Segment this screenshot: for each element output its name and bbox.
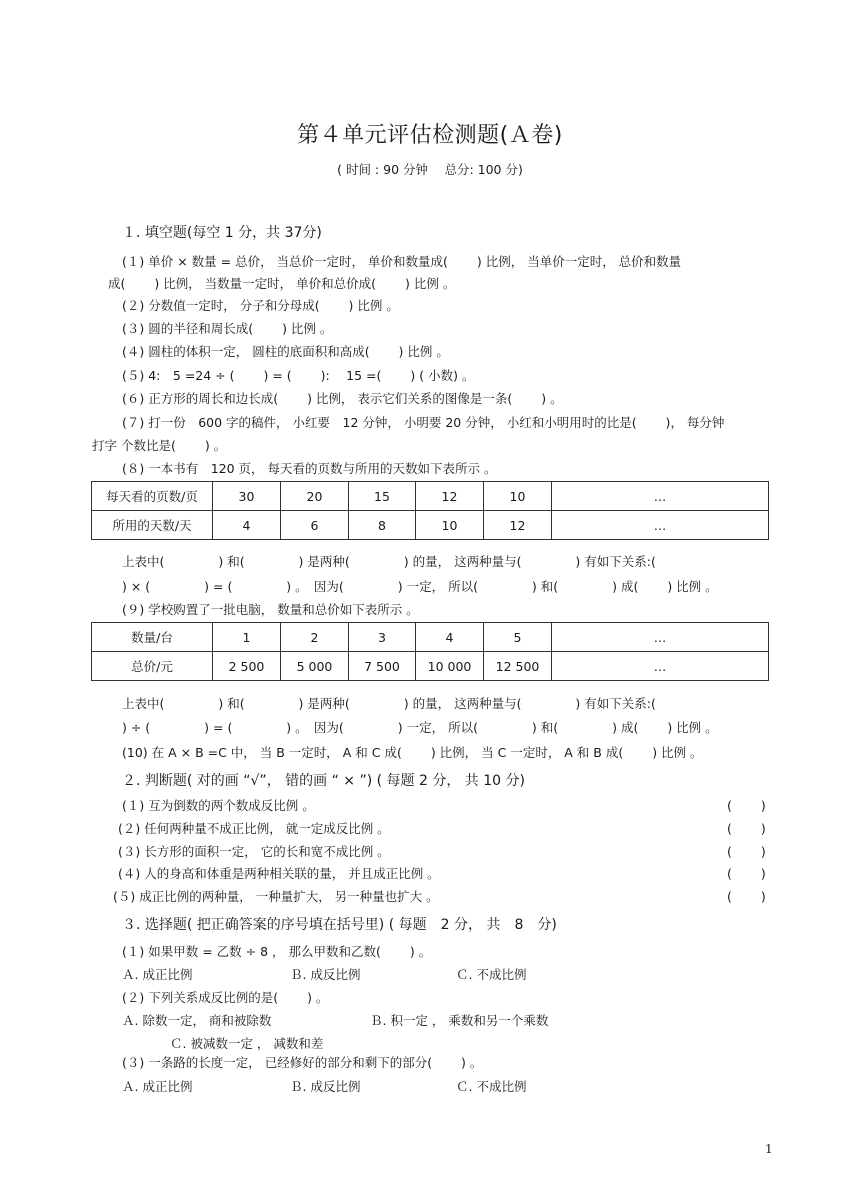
table-cell: 数量/台 <box>92 623 213 652</box>
q8-after1: 上表中( ) 和( ) 是两种( ) 的量， 这两种量与( ) 有如下关系:( <box>122 554 656 569</box>
choice-option-b: Ｂ. 积一定 ， 乘数和另一个乘数 <box>370 1013 549 1028</box>
table-cell: 15 <box>349 482 416 511</box>
table-cell: 12 <box>484 511 552 540</box>
table-cell: … <box>552 623 769 652</box>
page-title: 第４单元评估检测题(Ａ卷) <box>297 123 563 148</box>
table-pages-days <box>91 481 769 540</box>
q6: (６) 正方形的周长和边长成( ) 比例， 表示它们关系的图像是一条( ) 。 <box>122 391 563 406</box>
table-cell: 10 <box>416 511 484 540</box>
judge-item: (５) 成正比例的两种量， 一种量扩大， 另一种量也扩大 。 <box>113 889 439 904</box>
q2: (２) 分数值一定时， 分子和分母成( ) 比例 。 <box>122 298 399 313</box>
table-cell: 30 <box>213 482 281 511</box>
q3: (３) 圆的半径和周长成( ) 比例 。 <box>122 321 333 336</box>
choice-option-a: Ａ. 除数一定， 商和被除数 <box>122 1013 272 1028</box>
judge-item: (３) 长方形的面积一定， 它的长和宽不成比例 。 <box>118 844 390 859</box>
table-cell: 每天看的页数/页 <box>92 482 213 511</box>
table-quantity-price <box>91 622 769 681</box>
table-cell: 5 <box>484 623 552 652</box>
q8-intro: (８) 一本书有 120 页， 每天看的页数与所用的天数如下表所示 。 <box>122 461 497 476</box>
table-cell: 8 <box>349 511 416 540</box>
table-row <box>92 623 769 652</box>
choice-q1: (１) 如果甲数 = 乙数 ÷ 8 ， 那么甲数和乙数( ) 。 <box>122 944 432 959</box>
q8-after2: ) × ( ) = ( ) 。 因为( ) 一定， 所以( ) 和( ) 成( ) 比例 。 <box>122 579 718 594</box>
q9-after1: 上表中( ) 和( ) 是两种( ) 的量， 这两种量与( ) 有如下关系:( <box>122 696 656 711</box>
choice-q3: (３) 一条路的长度一定， 已经修好的部分和剩下的部分( ) 。 <box>122 1055 483 1070</box>
answer-paren: ( ) <box>727 798 766 813</box>
choice-option-c: Ｃ. 不成比例 <box>456 967 527 982</box>
judge-item: (４) 人的身高和体重是两种相关联的量， 并且成正比例 。 <box>118 866 440 881</box>
table-cell: 3 <box>349 623 416 652</box>
q10: (10) 在 A × B =C 中， 当 B 一定时， A 和 C 成( ) 比例， 当 C 一定时， A 和 B 成( ) 比例 。 <box>122 745 703 760</box>
choice-option-a: Ａ. 成正比例 <box>122 1079 193 1094</box>
choice-option-a: Ａ. 成正比例 <box>122 967 193 982</box>
judge-item: (２) 任何两种量不成正比例， 就一定成反比例 。 <box>118 821 390 836</box>
page-number: 1 <box>765 1142 773 1156</box>
page-subtitle: ( 时间 : 90 分钟 总分: 100 分) <box>337 162 523 177</box>
q7-line2: 打字 个数比是( ) 。 <box>92 438 227 453</box>
q5: (５) 4: 5 =24 ÷ ( ) = ( ): 15 =( ) ( 小数) 。 <box>122 368 475 383</box>
table-cell: 10 000 <box>416 652 484 681</box>
q1-line1: (１) 单价 × 数量 = 总价， 当总价一定时， 单价和数量成( ) 比例， 当单价一定时， 总价和数量 <box>122 254 682 269</box>
table-cell: 2 500 <box>213 652 281 681</box>
table-cell: … <box>552 511 769 540</box>
choice-option-b: Ｂ. 成反比例 <box>290 967 361 982</box>
table-cell: 6 <box>281 511 349 540</box>
choice-option-b: Ｂ. 成反比例 <box>290 1079 361 1094</box>
q9-after2: ) ÷ ( ) = ( ) 。 因为( ) 一定， 所以( ) 和( ) 成( ) 比例 。 <box>122 720 718 735</box>
q4: (４) 圆柱的体积一定， 圆柱的底面积和高成( ) 比例 。 <box>122 344 449 359</box>
table-cell: 4 <box>416 623 484 652</box>
table-cell: 2 <box>281 623 349 652</box>
table-cell: 12 <box>416 482 484 511</box>
table-cell: 1 <box>213 623 281 652</box>
table-cell: 总价/元 <box>92 652 213 681</box>
answer-paren: ( ) <box>727 866 766 881</box>
answer-paren: ( ) <box>727 821 766 836</box>
choice-option-c: Ｃ. 被减数一定 ， 减数和差 <box>170 1036 324 1051</box>
table-cell: … <box>552 482 769 511</box>
table-cell: 4 <box>213 511 281 540</box>
table-row <box>92 652 769 681</box>
table-cell: 20 <box>281 482 349 511</box>
table-cell: 5 000 <box>281 652 349 681</box>
table-cell: 7 500 <box>349 652 416 681</box>
table-cell: … <box>552 652 769 681</box>
choice-option-c: Ｃ. 不成比例 <box>456 1079 527 1094</box>
q7-line1: (７) 打一份 600 字的稿件， 小红要 12 分钟， 小明要 20 分钟， 小红和小明用时的比是( )， 每分钟 <box>122 415 725 430</box>
table-cell: 所用的天数/天 <box>92 511 213 540</box>
table-row <box>92 511 769 540</box>
answer-paren: ( ) <box>727 889 766 904</box>
section1-heading: １. 填空题(每空 1 分，共 37分) <box>122 225 322 241</box>
q1-line2: 成( ) 比例， 当数量一定时， 单价和总价成( ) 比例 。 <box>108 276 456 291</box>
choice-q2: (２) 下列关系成反比例的是( ) 。 <box>122 990 329 1005</box>
judge-item: (１) 互为倒数的两个数成反比例 。 <box>122 798 315 813</box>
table-cell: 12 500 <box>484 652 552 681</box>
answer-paren: ( ) <box>727 844 766 859</box>
table-row <box>92 482 769 511</box>
section2-heading: ２. 判断题( 对的画 “√”， 错的画 “ × ”) ( 每题 2 分， 共 10 分) <box>122 773 525 789</box>
section3-heading: ３. 选择题( 把正确答案的序号填在括号里) ( 每题 2 分， 共 8 分) <box>122 917 557 933</box>
q9-intro: (９) 学校购置了一批电脑， 数量和总价如下表所示 。 <box>122 602 419 617</box>
table-cell: 10 <box>484 482 552 511</box>
